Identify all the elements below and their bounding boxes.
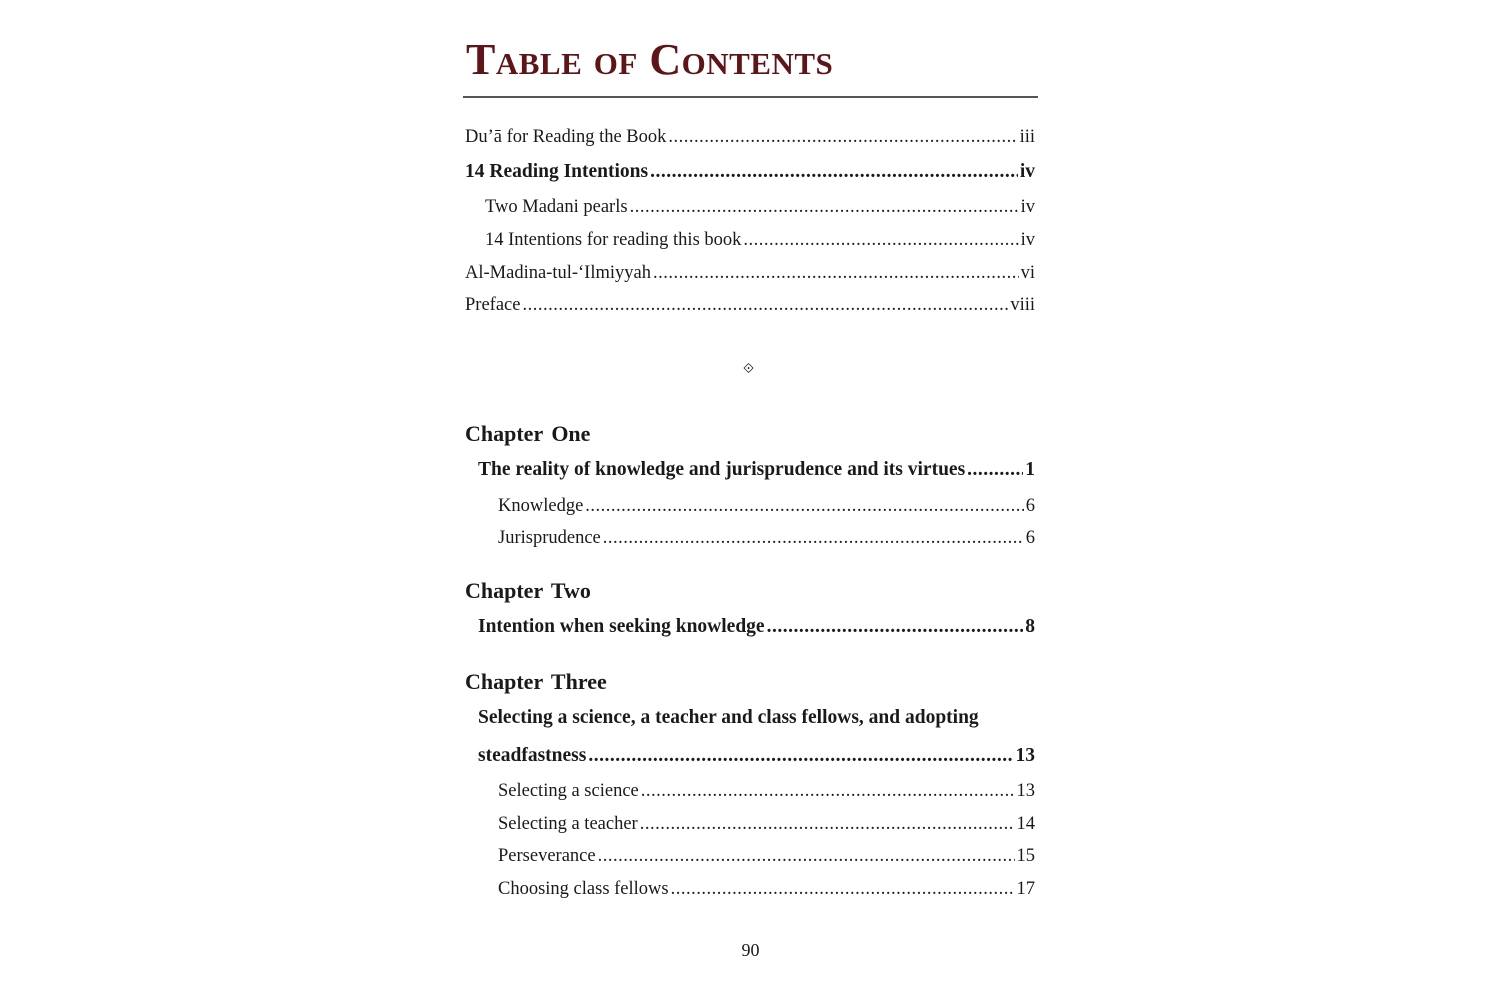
toc-entry-chapter-one-main[interactable] bbox=[478, 459, 1035, 481]
toc-entry-label: Two Madani pearls bbox=[485, 197, 628, 217]
toc-entry-label: Al-Madina-tul-‘Ilmiyyah bbox=[465, 263, 651, 283]
chapter-heading: Chapter One bbox=[465, 421, 591, 446]
leader-dots bbox=[588, 745, 1013, 767]
toc-entry-intentions-book[interactable] bbox=[485, 230, 1035, 251]
toc-entry-label: Knowledge bbox=[498, 496, 584, 516]
leader-dots bbox=[585, 496, 1023, 517]
toc-entry-page: 15 bbox=[1016, 846, 1035, 866]
leader-dots bbox=[967, 459, 1023, 481]
toc-entry-label: 14 Reading Intentions bbox=[465, 161, 649, 182]
toc-entry-page: viii bbox=[1010, 295, 1035, 315]
toc-page bbox=[463, 0, 1038, 1000]
toc-entry-page: 8 bbox=[1025, 616, 1035, 637]
page-title: Table of Contents bbox=[466, 35, 834, 84]
ornament-icon: ⟐ bbox=[743, 362, 755, 377]
leader-dots bbox=[603, 528, 1024, 549]
toc-entry-page: 6 bbox=[1025, 496, 1035, 516]
page-number: 90 bbox=[741, 940, 760, 960]
leader-dots bbox=[630, 197, 1019, 218]
toc-entry-label: 14 Intentions for reading this book bbox=[485, 230, 742, 250]
toc-entry-label: Selecting a teacher bbox=[498, 814, 638, 834]
toc-entry-preface[interactable] bbox=[465, 295, 1035, 316]
toc-entry-label: Intention when seeking knowledge bbox=[478, 616, 765, 637]
toc-entry-label: Choosing class fellows bbox=[498, 879, 669, 899]
chapter-heading: Chapter Two bbox=[465, 578, 591, 603]
toc-entry-jurisprudence[interactable] bbox=[498, 528, 1035, 549]
leader-dots bbox=[640, 814, 1015, 835]
toc-entry-perseverance[interactable] bbox=[498, 846, 1035, 867]
toc-entry-label: Selecting a science bbox=[498, 781, 639, 801]
toc-entry-madina-ilmiyyah[interactable] bbox=[465, 263, 1035, 284]
toc-entry-page: iv bbox=[1020, 197, 1035, 217]
toc-entry-page: vi bbox=[1020, 263, 1035, 283]
leader-dots bbox=[743, 230, 1018, 251]
toc-entry-dua[interactable] bbox=[465, 127, 1035, 148]
toc-entry-class-fellows[interactable] bbox=[498, 879, 1035, 900]
toc-entry-madani-pearls[interactable] bbox=[485, 197, 1035, 218]
leader-dots bbox=[767, 616, 1024, 638]
leader-dots bbox=[650, 161, 1018, 183]
leader-dots bbox=[668, 127, 1017, 148]
toc-entry-label: Perseverance bbox=[498, 846, 596, 866]
toc-entry-chapter-three-line1[interactable]: Selecting a science, a teacher and class fellows, and adopting bbox=[478, 707, 979, 728]
toc-entry-chapter-three-main[interactable] bbox=[478, 745, 1035, 767]
title-divider bbox=[463, 96, 1038, 98]
toc-entry-label: Jurisprudence bbox=[498, 528, 601, 548]
leader-dots bbox=[641, 781, 1015, 802]
toc-entry-label: steadfastness bbox=[478, 745, 587, 766]
toc-entry-reading-intentions[interactable] bbox=[465, 161, 1035, 183]
toc-entry-page: iii bbox=[1019, 127, 1035, 147]
toc-entry-label: Preface bbox=[465, 295, 521, 315]
toc-entry-page: 13 bbox=[1015, 745, 1035, 766]
toc-entry-page: 13 bbox=[1016, 781, 1035, 801]
leader-dots bbox=[671, 879, 1015, 900]
toc-entry-selecting-teacher[interactable] bbox=[498, 814, 1035, 835]
chapter-heading: Chapter Three bbox=[465, 669, 607, 694]
toc-entry-page: 1 bbox=[1025, 459, 1035, 480]
toc-entry-page: iv bbox=[1019, 161, 1035, 182]
toc-entry-chapter-two-main[interactable] bbox=[478, 616, 1035, 638]
toc-entry-label: The reality of knowledge and jurisprudence and its virtues bbox=[478, 459, 966, 480]
toc-entry-selecting-science[interactable] bbox=[498, 781, 1035, 802]
toc-entry-page: 17 bbox=[1016, 879, 1035, 899]
toc-entry-page: 6 bbox=[1025, 528, 1035, 548]
leader-dots bbox=[653, 263, 1019, 284]
leader-dots bbox=[522, 295, 1008, 316]
toc-entry-page: iv bbox=[1020, 230, 1035, 250]
leader-dots bbox=[598, 846, 1015, 867]
toc-entry-label: Du’ā for Reading the Book bbox=[465, 127, 667, 147]
toc-entry-page: 14 bbox=[1016, 814, 1035, 834]
toc-entry-knowledge[interactable] bbox=[498, 496, 1035, 517]
